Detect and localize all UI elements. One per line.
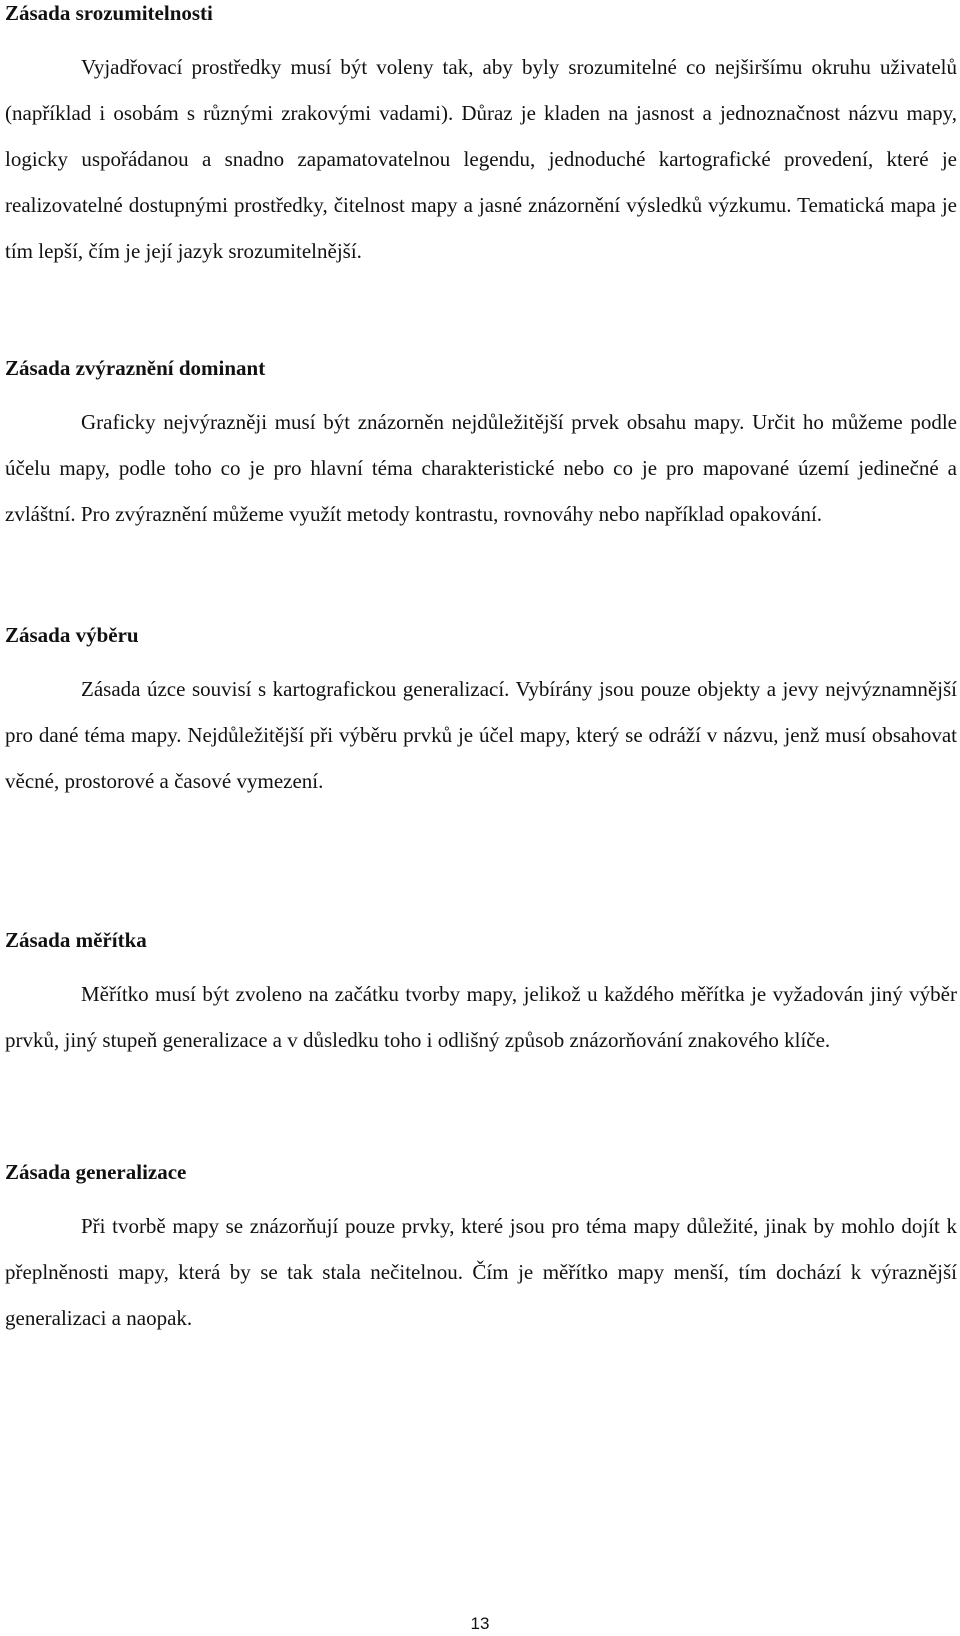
section-heading: Zásada zvýraznění dominant [5, 356, 266, 380]
page-number: 13 [470, 1614, 490, 1633]
section-heading: Zásada výběru [5, 623, 139, 647]
section-vyber [5, 623, 957, 804]
section-heading: Zásada srozumitelnosti [5, 1, 213, 25]
section-paragraph: Zásada úzce souvisí s kartografickou generalizací. Vybírány jsou pouze objekty a jevy nejvýznamnější pro dané téma mapy. Nejdůležitější při výběru prvků je účel mapy, který se odráží v názvu, jenž musí obsahovat věcné, prostorové a časové vymezení. [5, 677, 957, 793]
section-heading: Zásada měřítka [5, 928, 147, 952]
section-heading: Zásada generalizace [5, 1160, 187, 1184]
section-generalizace [5, 1160, 957, 1341]
section-srozumitelnost [5, 1, 957, 274]
section-paragraph: Při tvorbě mapy se znázorňují pouze prvky, které jsou pro téma mapy důležité, jinak by mohlo dojít k přeplněnosti mapy, která by se tak stala nečitelnou. Čím je měřítko mapy menší, tím dochází k výraznější generalizaci a naopak. [5, 1214, 957, 1330]
section-paragraph: Vyjadřovací prostředky musí být voleny tak, aby byly srozumitelné co nejširšímu okruhu uživatelů (například i osobám s různými zrakovými vadami). Důraz je kladen na jasnost a jednoznačnost názvu mapy, logicky uspořádanou a snadno zapamatovatelnou legendu, jednoduché kartografické provedení, které je realizovatelné dostupnými prostředky, čitelnost mapy a jasné znázornění výsledků výzkumu. Tematická mapa je tím lepší, čím je její jazyk srozumitelnější. [5, 55, 957, 263]
section-paragraph: Měřítko musí být zvoleno na začátku tvorby mapy, jelikož u každého měřítka je vyžadován jiný výběr prvků, jiný stupeň generalizace a v důsledku toho i odlišný způsob znázorňování znakového klíče. [5, 982, 957, 1052]
section-zvyrazneni-dominant [5, 356, 957, 537]
section-paragraph: Graficky nejvýrazněji musí být znázorněn nejdůležitější prvek obsahu mapy. Určit ho můžeme podle účelu mapy, podle toho co je pro hlavní téma charakteristické nebo co je pro mapované území jedinečné a zvláštní. Pro zvýraznění můžeme využít metody kontrastu, rovnováhy nebo například opakování. [5, 410, 957, 526]
section-meritko [5, 928, 957, 1063]
